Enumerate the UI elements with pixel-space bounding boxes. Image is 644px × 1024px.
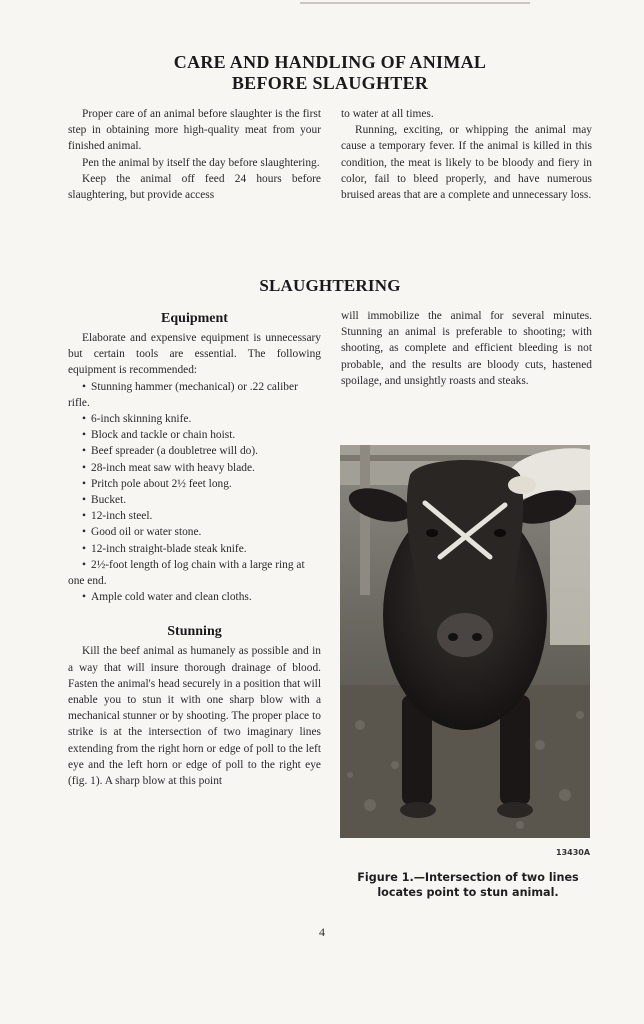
bullet-icon: • (82, 429, 86, 442)
list-item: • 12-inch steel. (68, 508, 321, 524)
photo-id: 13430A (556, 848, 591, 857)
intro-right-column (341, 106, 592, 203)
list-item: • 28-inch meat saw with heavy blade. (68, 460, 321, 476)
bullet-icon: • (82, 558, 86, 571)
intro-paragraph: Running, exciting, or whipping the animal may cause a temporary fever. If the animal is killed in this condition, the meat is likely to be bloody and fiery in color, fail to bleed properly, and have numerous bruised areas that are a complete and unnecessary loss. (341, 124, 592, 202)
list-item: • Stunning hammer (mechanical) or .22 caliber rifle. (68, 380, 298, 409)
title-line-1: CARE AND HANDLING OF ANIMAL (173, 52, 487, 72)
list-item: • Pritch pole about 2½ feet long. (68, 476, 321, 492)
list-item: • 12-inch straight-blade steak knife. (68, 541, 321, 557)
title-line-2: BEFORE SLAUGHTER (231, 73, 429, 93)
continued-paragraph: will immobilize the animal for several minutes. Stunning an animal is preferable to shooting; with shooting, as complete and efficient bleeding is not probable, and the results are bloody cuts, hastened spoilage, and unsightly roasts and steaks. (341, 310, 592, 387)
intro-paragraph: Proper care of an animal before slaughter is the first step in obtaining more high-quality meat from your finished animal. (68, 108, 321, 153)
figure-caption: Figure 1.—Intersection of two lines locates point to stun animal. (357, 871, 579, 899)
page-number: 4 (319, 925, 325, 939)
cattle-photo (340, 445, 590, 838)
right-column (341, 308, 592, 389)
equipment-heading: Equipment (161, 311, 228, 326)
left-column (68, 310, 321, 789)
stunning-paragraph: Kill the beef animal as humanely as possible and in a way that will insure thorough drainage of blood. Fasten the animal's head securely in a position that will enable you to stun it with one sharp blow with a mechanical stunner or by shooting. The proper place to strike is at the intersection of two imaginary lines extending from the right horn or edge of poll to the left eye and the left horn or edge of poll to the right eye (fig. 1). A sharp blow at this point (68, 645, 321, 788)
list-item: • Ample cold water and clean cloths. (68, 589, 321, 605)
list-item: • Block and tackle or chain hoist. (68, 427, 321, 443)
list-item: • 6-inch skinning knife. (68, 411, 321, 427)
bullet-icon: • (82, 591, 86, 604)
equipment-intro: Elaborate and expensive equipment is unnecessary but certain tools are essential. The following equipment is recommended: (68, 332, 321, 377)
list-item: • Bucket. (68, 492, 321, 508)
stunning-heading: Stunning (167, 624, 222, 640)
bullet-icon: • (82, 542, 86, 555)
steer-image (340, 445, 590, 838)
list-item: • Beef spreader (a doubletree will do). (68, 443, 321, 459)
page-title (60, 52, 600, 94)
intro-left-column (68, 106, 321, 203)
bullet-icon: • (82, 461, 86, 474)
bullet-icon: • (82, 380, 86, 393)
bullet-icon: • (82, 510, 86, 523)
intro-paragraph: Keep the animal off feed 24 hours before slaughtering, but provide access (68, 172, 321, 202)
bullet-icon: • (82, 413, 86, 426)
bullet-icon: • (82, 494, 86, 507)
list-item: • Good oil or water stone. (68, 524, 321, 540)
intro-paragraph: Pen the animal by itself the day before slaughtering. (82, 156, 320, 169)
section-title: SLAUGHTERING (259, 276, 401, 295)
bullet-icon: • (82, 445, 86, 458)
top-edge-rule (300, 2, 530, 4)
bullet-icon: • (82, 526, 86, 539)
list-item: • 2½-foot length of log chain with a large ring at one end. (68, 558, 305, 588)
bullet-icon: • (82, 477, 86, 490)
equipment-list (68, 379, 321, 606)
intro-paragraph: to water at all times. (341, 108, 434, 120)
